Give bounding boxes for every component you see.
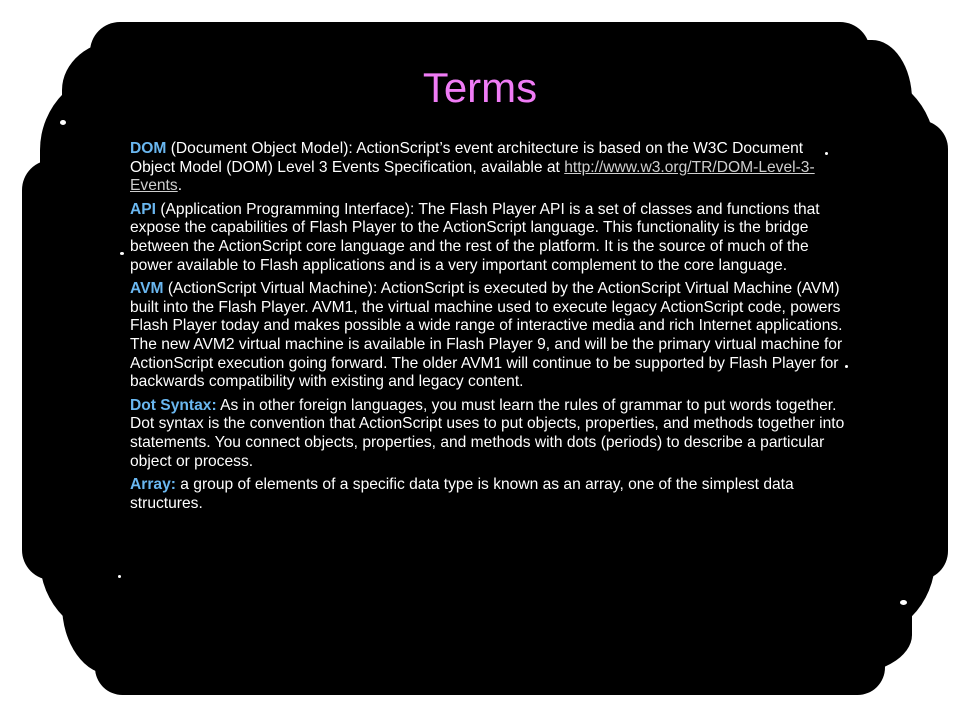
term-definition: (Application Programming Interface): The Flash Player API is a set of classes and functions that expose the capabilities of Flash Player to the ActionScript language. This functionality is the bridge between the ActionScript core language and the rest of the platform. It is the source of much of the power available to Flash applications and is a very important complement to the core language.: [130, 200, 820, 274]
term-array: [130, 476, 850, 513]
frame-speck: [120, 252, 124, 255]
term-api: [130, 201, 850, 275]
terms-list: [130, 140, 850, 518]
term-suffix: .: [177, 177, 183, 195]
term-label: API: [130, 200, 156, 218]
frame-speck: [118, 575, 121, 578]
term-definition: (ActionScript Virtual Machine): ActionScript is executed by the ActionScript Virtual Machine (AVM) built into the Flash Player. AVM1, the virtual machine used to execute legacy ActionScript code, powers Flash Player today and makes possible a wide range of interactive media and rich Internet applications. The new AVM2 virtual machine is available in Flash Player 9, and will be the primary virtual machine for ActionScript execution going forward. The older AVM1 will continue to be supported by Flash Player for backwards compatibility with existing and legacy content.: [130, 280, 843, 391]
frame-shape: [890, 120, 948, 580]
term-avm: [130, 280, 850, 392]
term-dom: [130, 140, 850, 196]
slide-title: Terms: [422, 64, 538, 111]
term-definition: (Document Object Model): ActionScript’s event architecture is based on the W3C Document Object Model (DOM) Level 3 Events Specification, available at: [130, 140, 804, 176]
frame-speck: [60, 120, 66, 125]
term-label: DOM: [130, 140, 167, 157]
frame-shape: [22, 160, 82, 580]
frame-shape: [95, 640, 885, 695]
term-label: Array:: [130, 476, 176, 494]
term-label: Dot Syntax:: [130, 396, 217, 414]
dom-spec-link[interactable]: http://www.w3.org/TR/DOM-Level-3-Events: [130, 158, 815, 195]
term-definition: As in other foreign languages, you must learn the rules of grammar to put words together. Dot syntax is the convention that ActionScript uses to put objects, properties, and methods together into statements. You connect objects, properties, and methods with dots (periods) to describe a particular object or process.: [130, 396, 845, 470]
frame-speck: [900, 600, 907, 605]
term-definition: a group of elements of a specific data type is known as an array, one of the simplest data structures.: [130, 476, 794, 512]
term-dot-syntax: [130, 397, 850, 471]
term-label: AVM: [130, 280, 164, 298]
